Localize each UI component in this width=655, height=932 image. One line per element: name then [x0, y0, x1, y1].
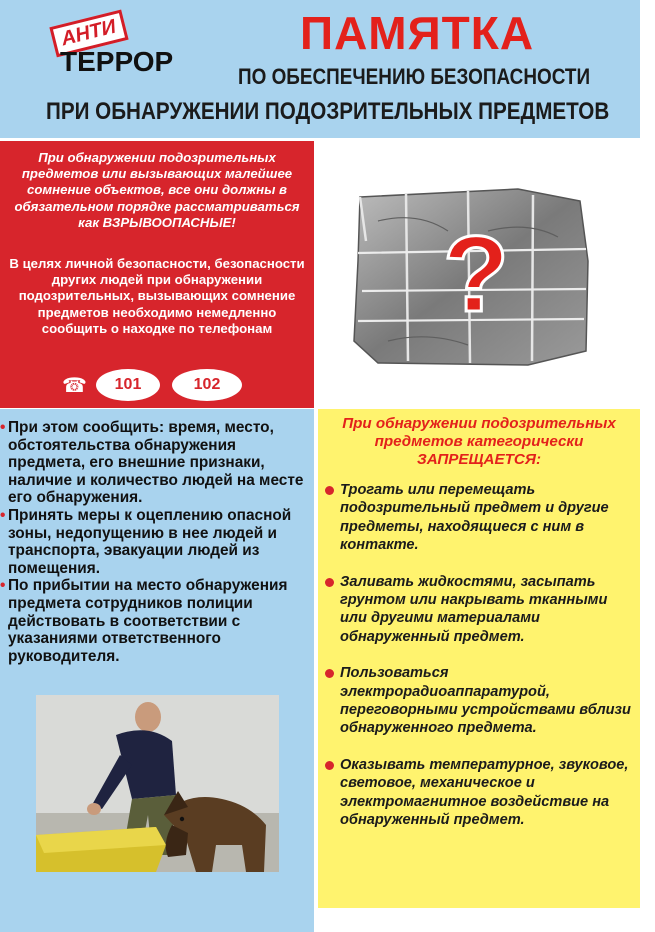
antiterror-logo — [48, 6, 198, 86]
officer-with-dog-photo — [36, 695, 279, 872]
list-item: • Принять меры к оцеплению опасной зоны, недопущению в нее людей и транспорта, эвакуации людей из помещения. — [2, 507, 312, 577]
warning-paragraph-1: При обнаружении подозрительных предметов или вызывающих малейшее сомнение объектов, все они должны в обязательном порядке рассматриваться как ВЗРЫВООПАСНЫЕ! — [14, 150, 300, 230]
instructions-list — [2, 419, 312, 665]
page-subtitle-line2: ПРИ ОБНАРУЖЕНИИ ПОДОЗРИТЕЛЬНЫХ ПРЕДМЕТОВ — [46, 98, 610, 125]
header — [0, 0, 640, 138]
prohibitions-list — [322, 481, 636, 848]
list-item: Трогать или перемещать подозрительный предмет и другие предметы, находящиеся с ним в контакте. — [322, 481, 636, 555]
bottom-blue-strip — [0, 908, 314, 932]
question-mark-icon: ? — [443, 213, 509, 334]
list-item: Пользоваться электрорадиоаппаратурой, переговорными устройствами вблизи обнаруженного предмета. — [322, 664, 636, 738]
list-item: Оказывать температурное, звуковое, световое, механическое и электромагнитное воздействие на обнаруженный предмет. — [322, 756, 636, 830]
prohibitions-panel — [318, 409, 640, 908]
phone-101-button[interactable]: 101 — [96, 369, 160, 401]
list-item: • При этом сообщить: время, место, обстоятельства обнаружения предмета, его внешние признаки, наличие и количество людей на месте его обнаружения. — [2, 419, 312, 507]
instructions-panel — [0, 409, 314, 932]
list-item: • По прибытии на место обнаружения предмета сотрудников полиции действовать в соответствии с указаниями ответственного руководителя. — [2, 577, 312, 665]
prohibitions-title: При обнаружении подозрительных предметов категорически ЗАПРЕЩАЕТСЯ: — [342, 415, 616, 469]
suspicious-package-image — [318, 141, 640, 408]
page-subtitle-line1: ПО ОБЕСПЕЧЕНИЮ БЕЗОПАСНОСТИ — [238, 64, 591, 89]
phone-icon: ☎ — [62, 375, 87, 397]
warning-paragraph-2: В целях личной безопасности, безопасности других людей при обнаружении подозрительных, вызывающих сомнение предметов необходимо немедленно сообщить о находке по телефонам — [9, 256, 305, 336]
list-item: Заливать жидкостями, засыпать грунтом или накрывать тканными или другими материалами обнаруженный предмет. — [322, 573, 636, 647]
phone-102-button[interactable]: 102 — [172, 369, 242, 401]
page-title: ПАМЯТКА — [300, 7, 535, 59]
logo-terror-label: ТЕРРОР — [60, 46, 174, 77]
package-illustration — [318, 141, 640, 408]
bottom-white-strip — [318, 908, 640, 932]
photo-illustration — [36, 695, 279, 872]
warning-box — [0, 141, 314, 408]
phone-numbers — [62, 369, 302, 403]
logo-anti-label: АНТИ — [49, 10, 128, 58]
